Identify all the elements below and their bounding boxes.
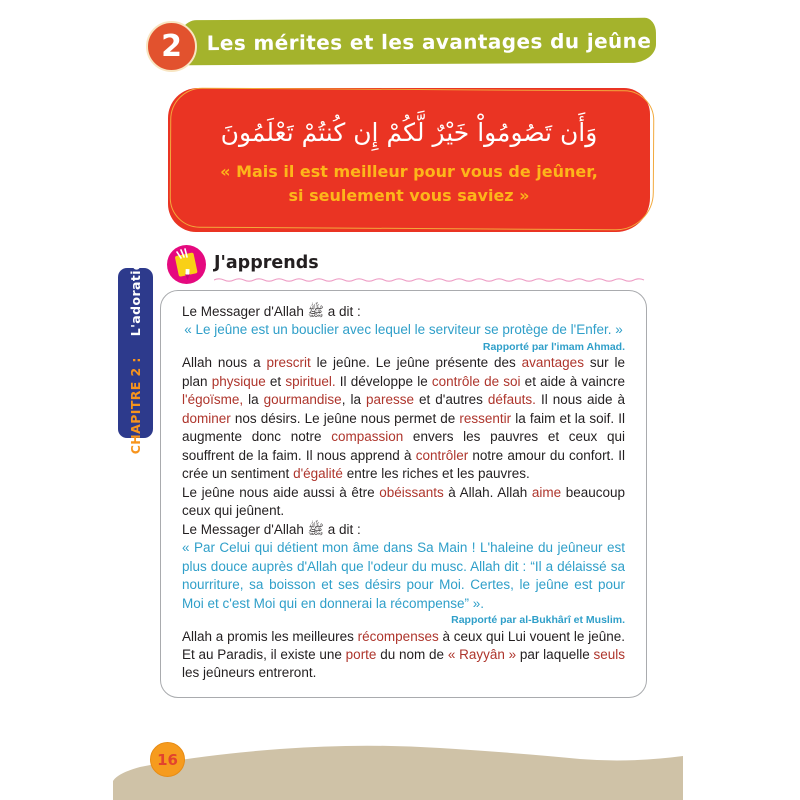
- lesson-number-badge: [146, 21, 197, 72]
- hadith-intro-1: Le Messager d'Allah ﷺ a dit :: [182, 304, 361, 319]
- page-number: 16: [157, 750, 178, 769]
- learn-section-header: [167, 243, 648, 285]
- hadith-quote-1: « Le jeûne est un bouclier avec lequel le serviteur se protège de l'Enfer. »: [184, 322, 623, 338]
- chapter-tab: [118, 251, 153, 455]
- hadith-source-1: Rapporté par l'imam Ahmad.: [482, 340, 625, 353]
- chapter-tab-label: [128, 252, 143, 454]
- hadith-quote-2: « Par Celui qui détient mon âme dans Sa Main ! L'haleine du jeûneur est plus douce auprès d'Allah que l'odeur du musc. Allah dit : “Il a délaissé sa nourriture, sa boisson et ses désirs pour Moi. Certes, le jeûne est pour Moi et c'est Moi qui en donnerai la récompense” ».: [182, 540, 625, 611]
- lesson-paragraph-1: Allah nous a prescrit le jeûne. Le jeûne présente des avantages sur le plan physique et spirituel. Il développe le contrôle de soi et aide à vaincre l'égoïsme, la gourmandise, la paresse et d'autres défauts. Il nous aide à dominer nos désirs. Le jeûne nous permet de ressentir la faim et la soif. Il augmente donc notre compassion envers les pauvres et ceux qui souffrent de la faim. Il nous apprend à contrôler notre amour du confort. Il crée un sentiment d'égalité entre les riches et les pauvres.: [182, 355, 626, 482]
- section-title: J'apprends: [214, 253, 319, 273]
- verse-translation-line1: « Mais il est meilleur pour vous de jeûner,: [220, 161, 598, 181]
- hadith-source-2: Rapporté par al-Bukhârî et Muslim.: [451, 614, 625, 627]
- verse-translation-line2: si seulement vous saviez »: [288, 185, 530, 205]
- chapter-tab-section: L'adoration: [128, 251, 143, 337]
- page-number-badge: [150, 742, 185, 777]
- lesson-paragraph-2: Le jeûne nous aide aussi à être obéissants à Allah. Allah aime beaucoup ceux qui jeûnent.: [182, 484, 626, 519]
- lesson-content-box: [160, 290, 647, 698]
- verse-box: [168, 88, 650, 232]
- lesson-number: 2: [161, 29, 182, 64]
- hadith-intro-2: Le Messager d'Allah ﷺ a dit :: [182, 521, 361, 537]
- wavy-underline: [214, 277, 650, 283]
- footer-wave: [0, 735, 800, 800]
- page-title: Les mérites et les avantages du jeûne: [206, 28, 652, 55]
- lesson-paragraph-3: Allah a promis les meilleures récompenses à ceux qui Lui vouent le jeûne. Et au Paradis, il existe une porte du nom de « Rayyân » par laquelle seuls les jeûneurs entreront.: [182, 628, 625, 681]
- arabic-verse: وَأَن تَصُومُواْ خَيْرٌ لَّكُمْ إِن كُنتُمْ تَعْلَمُونَ: [220, 118, 598, 148]
- chapter-title-banner: [176, 18, 656, 66]
- chapter-tab-chapter: CHAPITRE 2 :: [128, 357, 143, 455]
- verse-translation: [220, 160, 598, 208]
- notepad-icon: [167, 245, 206, 284]
